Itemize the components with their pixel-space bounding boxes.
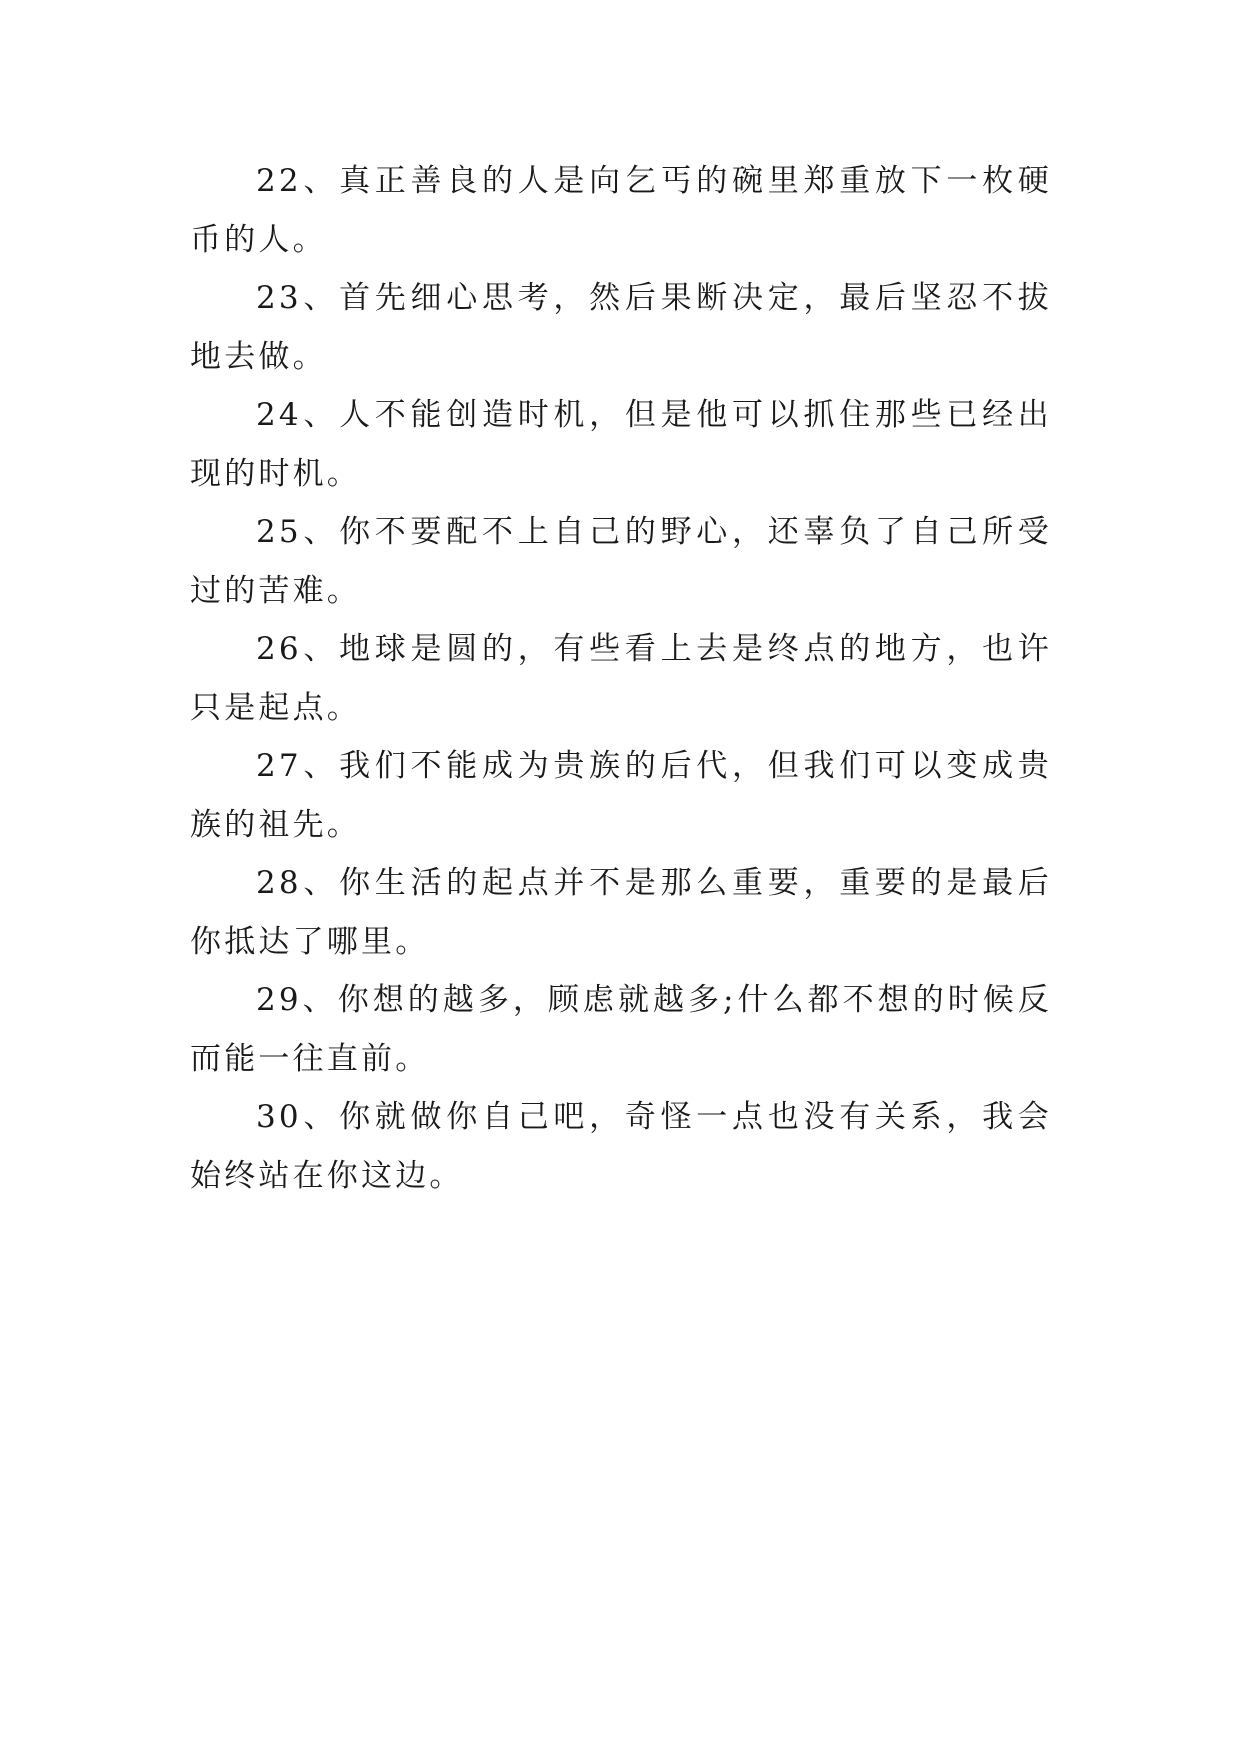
quote-paragraph-22: 22、真正善良的人是向乞丐的碗里郑重放下一枚硬币的人。 xyxy=(190,163,1052,258)
quote-paragraph-24: 24、人不能创造时机，但是他可以抓住那些已经出现的时机。 xyxy=(190,397,1052,492)
quote-paragraph-30: 30、你就做你自己吧，奇怪一点也没有关系，我会始终站在你这边。 xyxy=(190,1099,1052,1194)
quote-paragraph-28: 28、你生活的起点并不是那么重要，重要的是最后你抵达了哪里。 xyxy=(190,865,1052,960)
quote-paragraph-27: 27、我们不能成为贵族的后代，但我们可以变成贵族的祖先。 xyxy=(190,748,1052,843)
quote-paragraph-29: 29、你想的越多，顾虑就越多;什么都不想的时候反而能一往直前。 xyxy=(190,982,1052,1077)
quote-paragraph-26: 26、地球是圆的，有些看上去是终点的地方，也许只是起点。 xyxy=(190,631,1052,726)
quote-paragraph-25: 25、你不要配不上自己的野心，还辜负了自己所受过的苦难。 xyxy=(190,514,1052,609)
document-body xyxy=(190,152,1052,1205)
quote-paragraph-23: 23、首先细心思考，然后果断决定，最后坚忍不拔地去做。 xyxy=(190,280,1052,375)
